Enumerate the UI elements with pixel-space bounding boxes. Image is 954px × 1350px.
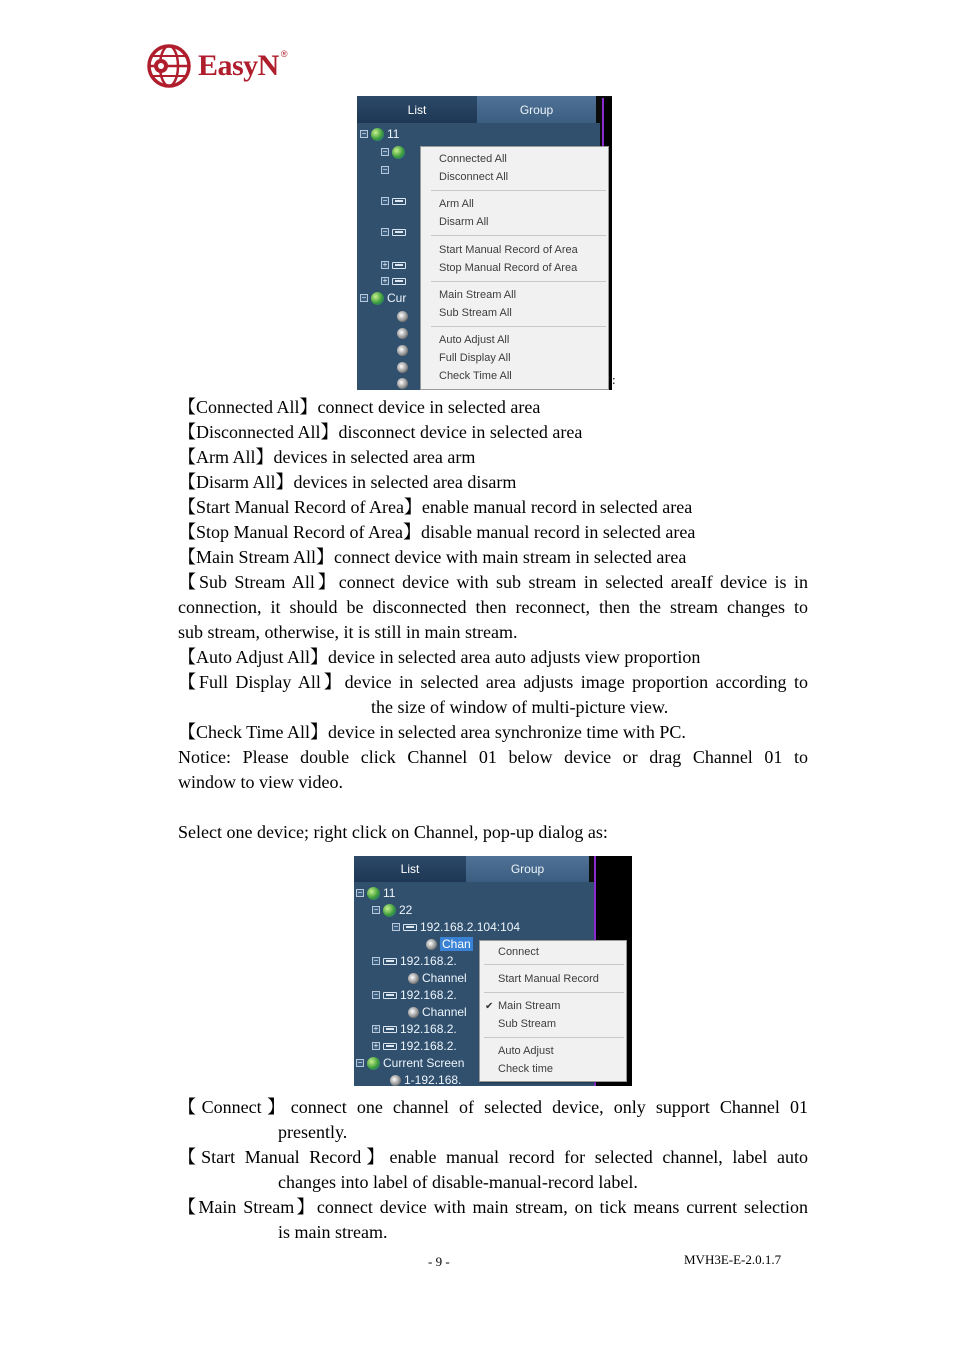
tree-node[interactable]: − 192.168.2. xyxy=(373,988,457,1002)
menu-item-sub-stream-all[interactable]: Sub Stream All xyxy=(439,307,512,319)
desc-sub-stream-all-line2: connection, it should be disconnected then reconnect, then the stream changes to xyxy=(178,597,808,617)
tree-node[interactable]: − xyxy=(381,193,409,209)
desc-auto-adjust-all: 【Auto Adjust All】device in selected area auto adjusts view proportion xyxy=(178,647,701,667)
menu-item-stop-manual-record-area[interactable]: Stop Manual Record of Area xyxy=(439,262,578,274)
menu-item-disconnect-all[interactable]: Disconnect All xyxy=(439,171,509,183)
tree-node[interactable] xyxy=(397,325,411,341)
menu-item-disarm-all[interactable]: Disarm All xyxy=(439,216,489,228)
desc-full-display-all-line2: the size of window of multi-picture view. xyxy=(371,697,669,717)
menu-item-main-stream[interactable]: Main Stream xyxy=(498,1000,561,1012)
tree-node[interactable]: + xyxy=(381,257,409,273)
device-icon xyxy=(392,229,406,236)
desc-main-stream-line1: 【Main Stream】connect device with main stream, on tick means current selection xyxy=(178,1197,808,1217)
tree-node[interactable]: − Cur xyxy=(361,291,407,305)
tree-node[interactable] xyxy=(397,342,411,358)
tree-node[interactable]: + 192.168.2. xyxy=(373,1022,457,1036)
tree-node[interactable]: Channel xyxy=(408,1004,467,1020)
tree-node[interactable]: − 11 xyxy=(361,127,400,141)
camera-icon xyxy=(397,311,408,322)
notice-line2: window to view video. xyxy=(178,772,343,792)
device-icon xyxy=(383,992,397,999)
tree-node[interactable]: − xyxy=(381,144,408,160)
menu-separator xyxy=(484,992,624,993)
globe-icon xyxy=(367,887,380,900)
desc-sub-stream-all-line3: sub stream, otherwise, it is still in main stream. xyxy=(178,622,518,642)
channel-context-menu xyxy=(479,940,627,1082)
channel-menu-screenshot-area xyxy=(354,856,632,1086)
camera-icon xyxy=(408,1007,419,1018)
tree-node[interactable] xyxy=(397,359,411,375)
device-icon xyxy=(403,924,417,931)
tree-node[interactable]: − 11 xyxy=(357,886,396,900)
menu-item-check-time-all[interactable]: Check Time All xyxy=(439,370,512,382)
desc-stop-manual-record-area: 【Stop Manual Record of Area】disable manual record in selected area xyxy=(178,522,696,542)
tree-node[interactable]: − 22 xyxy=(373,903,413,917)
tab-group[interactable]: Group xyxy=(466,856,589,882)
desc-arm-all: 【Arm All】devices in selected area arm xyxy=(178,447,476,467)
menu-separator xyxy=(431,281,606,282)
tree-node[interactable]: Channel xyxy=(408,970,467,986)
camera-icon xyxy=(397,378,408,389)
desc-sub-stream-all-line1: 【Sub Stream All】connect device with sub stream in selected areaIf device is in xyxy=(178,572,808,592)
logo-wordmark: EasyN xyxy=(198,49,279,82)
desc-connect-line1: 【Connect】connect one channel of selected device, only support Channel 01 xyxy=(178,1097,808,1117)
camera-icon xyxy=(397,362,408,373)
menu-item-auto-adjust[interactable]: Auto Adjust xyxy=(498,1045,554,1057)
camera-icon xyxy=(397,328,408,339)
desc-disarm-all: 【Disarm All】devices in selected area disarm xyxy=(178,472,517,492)
tree-node[interactable]: + 192.168.2. xyxy=(373,1039,457,1053)
device-icon xyxy=(383,958,397,965)
area-context-menu xyxy=(420,146,609,390)
tab-list[interactable]: List xyxy=(357,96,477,123)
menu-separator xyxy=(431,326,606,327)
easyn-logo-icon xyxy=(146,43,192,89)
device-icon xyxy=(383,1043,397,1050)
tree-node[interactable]: − 192.168.2.104:104 xyxy=(393,920,521,934)
trailing-colon: : xyxy=(612,372,616,387)
globe-icon xyxy=(371,292,384,305)
camera-icon xyxy=(390,1075,401,1086)
menu-separator xyxy=(484,1037,624,1038)
easyn-logo xyxy=(146,42,288,90)
tab-bar xyxy=(354,856,589,882)
desc-main-stream-all: 【Main Stream All】connect device with main stream in selected area xyxy=(178,547,687,567)
tree-node[interactable]: − Current Screen xyxy=(357,1056,465,1070)
menu-item-start-manual-record-area[interactable]: Start Manual Record of Area xyxy=(439,244,578,256)
globe-icon xyxy=(383,904,396,917)
desc-main-stream-line2: is main stream. xyxy=(278,1222,388,1242)
menu-separator xyxy=(431,235,606,236)
desc-connect-line2: presently. xyxy=(278,1122,348,1142)
document-id: MVH3E-E-2.0.1.7 xyxy=(684,1252,782,1267)
tree-node[interactable]: − 192.168.2. xyxy=(373,954,457,968)
desc-connected-all: 【Connected All】connect device in selected area xyxy=(178,397,541,417)
tree-node[interactable]: 1-192.168. xyxy=(390,1072,461,1086)
tree-node[interactable]: − xyxy=(382,165,388,174)
select-device-intro: Select one device; right click on Channel, pop-up dialog as: xyxy=(178,822,608,842)
camera-icon xyxy=(408,973,419,984)
tree-node[interactable] xyxy=(397,308,411,324)
desc-full-display-all-line1: 【Full Display All】device in selected area adjusts image proportion according to xyxy=(178,672,808,692)
desc-start-manual-record-line1: 【Start Manual Record】enable manual record for selected channel, label auto xyxy=(178,1147,808,1167)
globe-icon xyxy=(367,1057,380,1070)
camera-icon xyxy=(426,939,437,950)
tree-node[interactable] xyxy=(397,375,411,390)
menu-separator xyxy=(484,964,624,965)
registered-mark: ® xyxy=(280,49,288,59)
page-number: - 9 - xyxy=(428,1254,450,1269)
device-icon xyxy=(392,278,406,285)
menu-separator xyxy=(431,190,606,191)
menu-item-connect[interactable]: Connect xyxy=(498,946,539,958)
desc-check-time-all: 【Check Time All】device in selected area synchronize time with PC. xyxy=(178,722,686,742)
tab-bar xyxy=(357,96,596,123)
desc-start-manual-record-area: 【Start Manual Record of Area】enable manual record in selected area xyxy=(178,497,693,517)
camera-icon xyxy=(397,345,408,356)
checkmark-icon: ✔ xyxy=(485,1001,494,1012)
menu-item-arm-all[interactable]: Arm All xyxy=(439,198,474,210)
menu-item-sub-stream[interactable]: Sub Stream xyxy=(498,1018,557,1030)
device-icon xyxy=(383,1026,397,1033)
tab-group[interactable]: Group xyxy=(477,96,596,123)
device-icon xyxy=(392,262,406,269)
menu-item-start-manual-record[interactable]: Start Manual Record xyxy=(498,973,599,985)
menu-item-connected-all[interactable]: Connected All xyxy=(439,153,507,165)
tree-node-selected[interactable]: Chan xyxy=(426,936,473,952)
tree-node[interactable]: + xyxy=(381,273,409,289)
device-icon xyxy=(392,198,406,205)
desc-disconnected-all: 【Disconnected All】disconnect device in selected area xyxy=(178,422,583,442)
tree-node[interactable]: − xyxy=(381,224,409,240)
menu-item-full-display-all[interactable]: Full Display All xyxy=(439,352,511,364)
tab-list[interactable]: List xyxy=(354,856,466,882)
context-menu-screenshot-area xyxy=(357,96,612,390)
menu-item-auto-adjust-all[interactable]: Auto Adjust All xyxy=(439,334,510,346)
notice-line1: Notice: Please double click Channel 01 below device or drag Channel 01 to xyxy=(178,747,808,767)
globe-icon xyxy=(392,146,405,159)
menu-item-main-stream-all[interactable]: Main Stream All xyxy=(439,289,517,301)
desc-start-manual-record-line2: changes into label of disable-manual-record label. xyxy=(278,1172,638,1192)
globe-icon xyxy=(371,128,384,141)
menu-item-check-time[interactable]: Check time xyxy=(498,1063,554,1075)
